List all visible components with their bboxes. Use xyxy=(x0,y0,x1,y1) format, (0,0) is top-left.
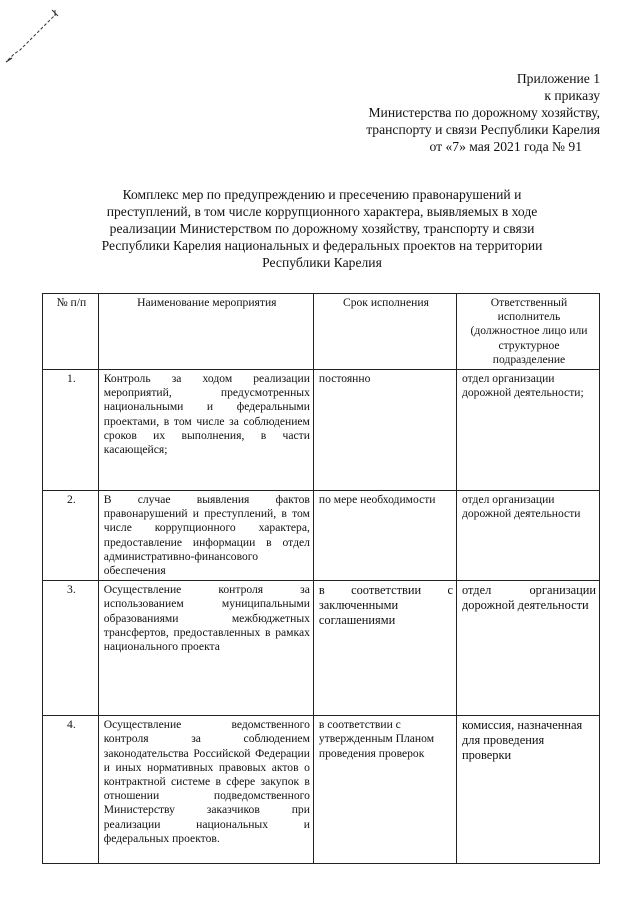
row-name: Осуществление ведомственного контроля за соблюдением законодательства Российской Федерации и иных нормативных правовых актов о контрактной системе в сфере закупок в отношении подведомственного Министерству заказчиков при реализации национальных и федеральных проектов. xyxy=(98,716,313,864)
row-num: 2. xyxy=(43,491,99,581)
document-header xyxy=(366,70,600,155)
row-term: в соответствии с утвержденным Планом проведения проверок xyxy=(313,716,456,864)
table-row xyxy=(43,491,600,581)
table-row xyxy=(43,716,600,864)
col-header-name: Наименование мероприятия xyxy=(98,294,313,370)
table-row xyxy=(43,370,600,491)
row-name: В случае выявления фактов правонарушений и преступлений, в том числе коррупционного характера, предоставление информации в отдел административно-финансового обеспечения xyxy=(98,491,313,581)
table-row xyxy=(43,581,600,716)
signature-mark xyxy=(4,6,64,66)
header-line: транспорту и связи Республики Карелия xyxy=(366,122,600,137)
row-responsible: отдел организации дорожной деятельности xyxy=(456,581,599,716)
row-term: в соответствии с заключенными соглашениями xyxy=(313,581,456,716)
row-num: 4. xyxy=(43,716,99,864)
col-header-responsible: Ответственный исполнитель (должностное лицо или структурное подразделение xyxy=(456,294,599,370)
row-name: Осуществление контроля за использованием муниципальными образованиями межбюджетных трансфертов, предоставленных в рамках национального проекта xyxy=(98,581,313,716)
header-line: Приложение 1 xyxy=(516,71,600,86)
row-name: Контроль за ходом реализации мероприятий, предусмотренных национальными и федеральными проектами, в том числе за соблюдением сроков их выполнения, в части касающейся; xyxy=(98,370,313,491)
col-header-term: Срок исполнения xyxy=(313,294,456,370)
row-num: 3. xyxy=(43,581,99,716)
row-responsible: отдел организации дорожной деятельности; xyxy=(456,370,599,491)
col-header-num: № п/п xyxy=(43,294,99,370)
row-term: постоянно xyxy=(313,370,456,491)
header-line: Министерства по дорожному хозяйству, xyxy=(368,105,600,120)
measures-table xyxy=(42,293,600,864)
row-responsible: отдел организации дорожной деятельности xyxy=(456,491,599,581)
table-header-row xyxy=(43,294,600,370)
row-term: по мере необходимости xyxy=(313,491,456,581)
header-line: от «7» мая 2021 года № 91 xyxy=(429,139,582,154)
row-num: 1. xyxy=(43,370,99,491)
row-responsible: комиссия, назначенная для проведения проверки xyxy=(456,716,599,864)
document-title: Комплекс мер по предупреждению и пресечению правонарушений и преступлений, в том числе коррупционного характера, выявляемых в ходе реализации Министерством по дорожному хозяйству, транспорту и связи Республики Карелия национальных и федеральных проектов на территории Республики Карелия xyxy=(101,187,543,270)
header-line: к приказу xyxy=(544,88,600,103)
